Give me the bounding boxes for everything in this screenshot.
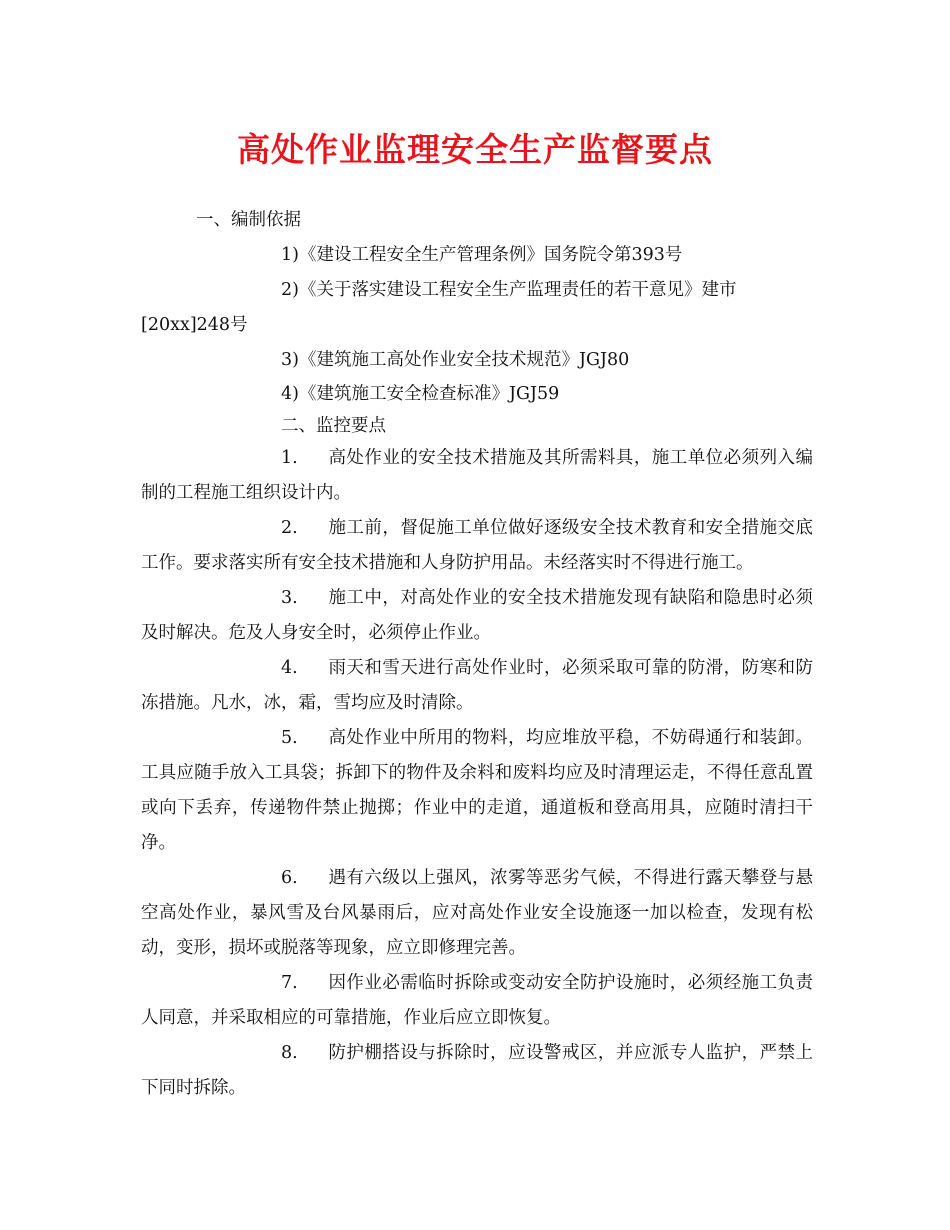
item-text: 施工前，督促施工单位做好逐级安全技术教育和安全措施交底工作。要求落实所有安全技术措施和人身防护用品。未经落实时不得进行施工。 [141,518,813,573]
section-heading-key-points: 二、监控要点 [281,416,386,436]
item-text: 施工中，对高处作业的安全技术措施发现有缺陷和隐患时必须及时解决。危及人身安全时，必须停止作业。 [141,588,813,643]
key-point-item [141,966,813,1036]
item-text: 遇有六级以上强风，浓雾等恶劣气候，不得进行露天攀登与悬空高处作业，暴风雪及台风暴雨后，应对高处作业安全设施逐一加以检查，发现有松动，变形，损坏或脱落等现象，应立即修理完善。 [141,868,813,958]
item-number: 8. [281,1043,298,1063]
item-number: 7. [281,973,298,993]
item-number: 3. [281,588,298,608]
reference-item-continuation: [20xx]248号 [141,315,248,335]
section-heading-basis: 一、编制依据 [196,210,301,230]
item-text: 高处作业的安全技术措施及其所需料具，施工单位必须列入编制的工程施工组织设计内。 [141,448,813,503]
key-point-item [141,1036,813,1106]
reference-item: 3)《建筑施工高处作业安全技术规范》JGJ80 [281,350,630,370]
reference-item: 2)《关于落实建设工程安全生产监理责任的若干意见》建市 [281,280,737,300]
key-point-item [141,721,813,861]
item-text: 防护棚搭设与拆除时，应设警戒区，并应派专人监护，严禁上下同时拆除。 [141,1043,813,1098]
reference-item: 1)《建设工程安全生产管理条例》国务院令第393号 [281,245,683,265]
key-point-item [141,861,813,966]
key-point-item [141,441,813,511]
item-number: 6. [281,868,298,888]
item-number: 1. [281,448,298,468]
item-number: 5. [281,728,298,748]
item-text: 雨天和雪天进行高处作业时，必须采取可靠的防滑，防寒和防冻措施。凡水，冰，霜，雪均应及时清除。 [141,658,813,713]
item-number: 2. [281,518,298,538]
key-point-item [141,651,813,721]
item-number: 4. [281,658,298,678]
key-point-item [141,581,813,651]
reference-item: 4)《建筑施工安全检查标准》JGJ59 [281,384,560,404]
item-text: 因作业必需临时拆除或变动安全防护设施时，必须经施工负责人同意，并采取相应的可靠措施，作业后应立即恢复。 [141,973,813,1028]
key-point-item [141,511,813,581]
page-title: 高处作业监理安全生产监督要点 [237,130,713,169]
item-text: 高处作业中所用的物料，均应堆放平稳，不妨碍通行和装卸。工具应随手放入工具袋；拆卸下的物件及余料和废料均应及时清理运走，不得任意乱置或向下丢弃，传递物件禁止抛掷；作业中的走道，通道板和登高用具，应随时清扫干净。 [141,728,813,853]
